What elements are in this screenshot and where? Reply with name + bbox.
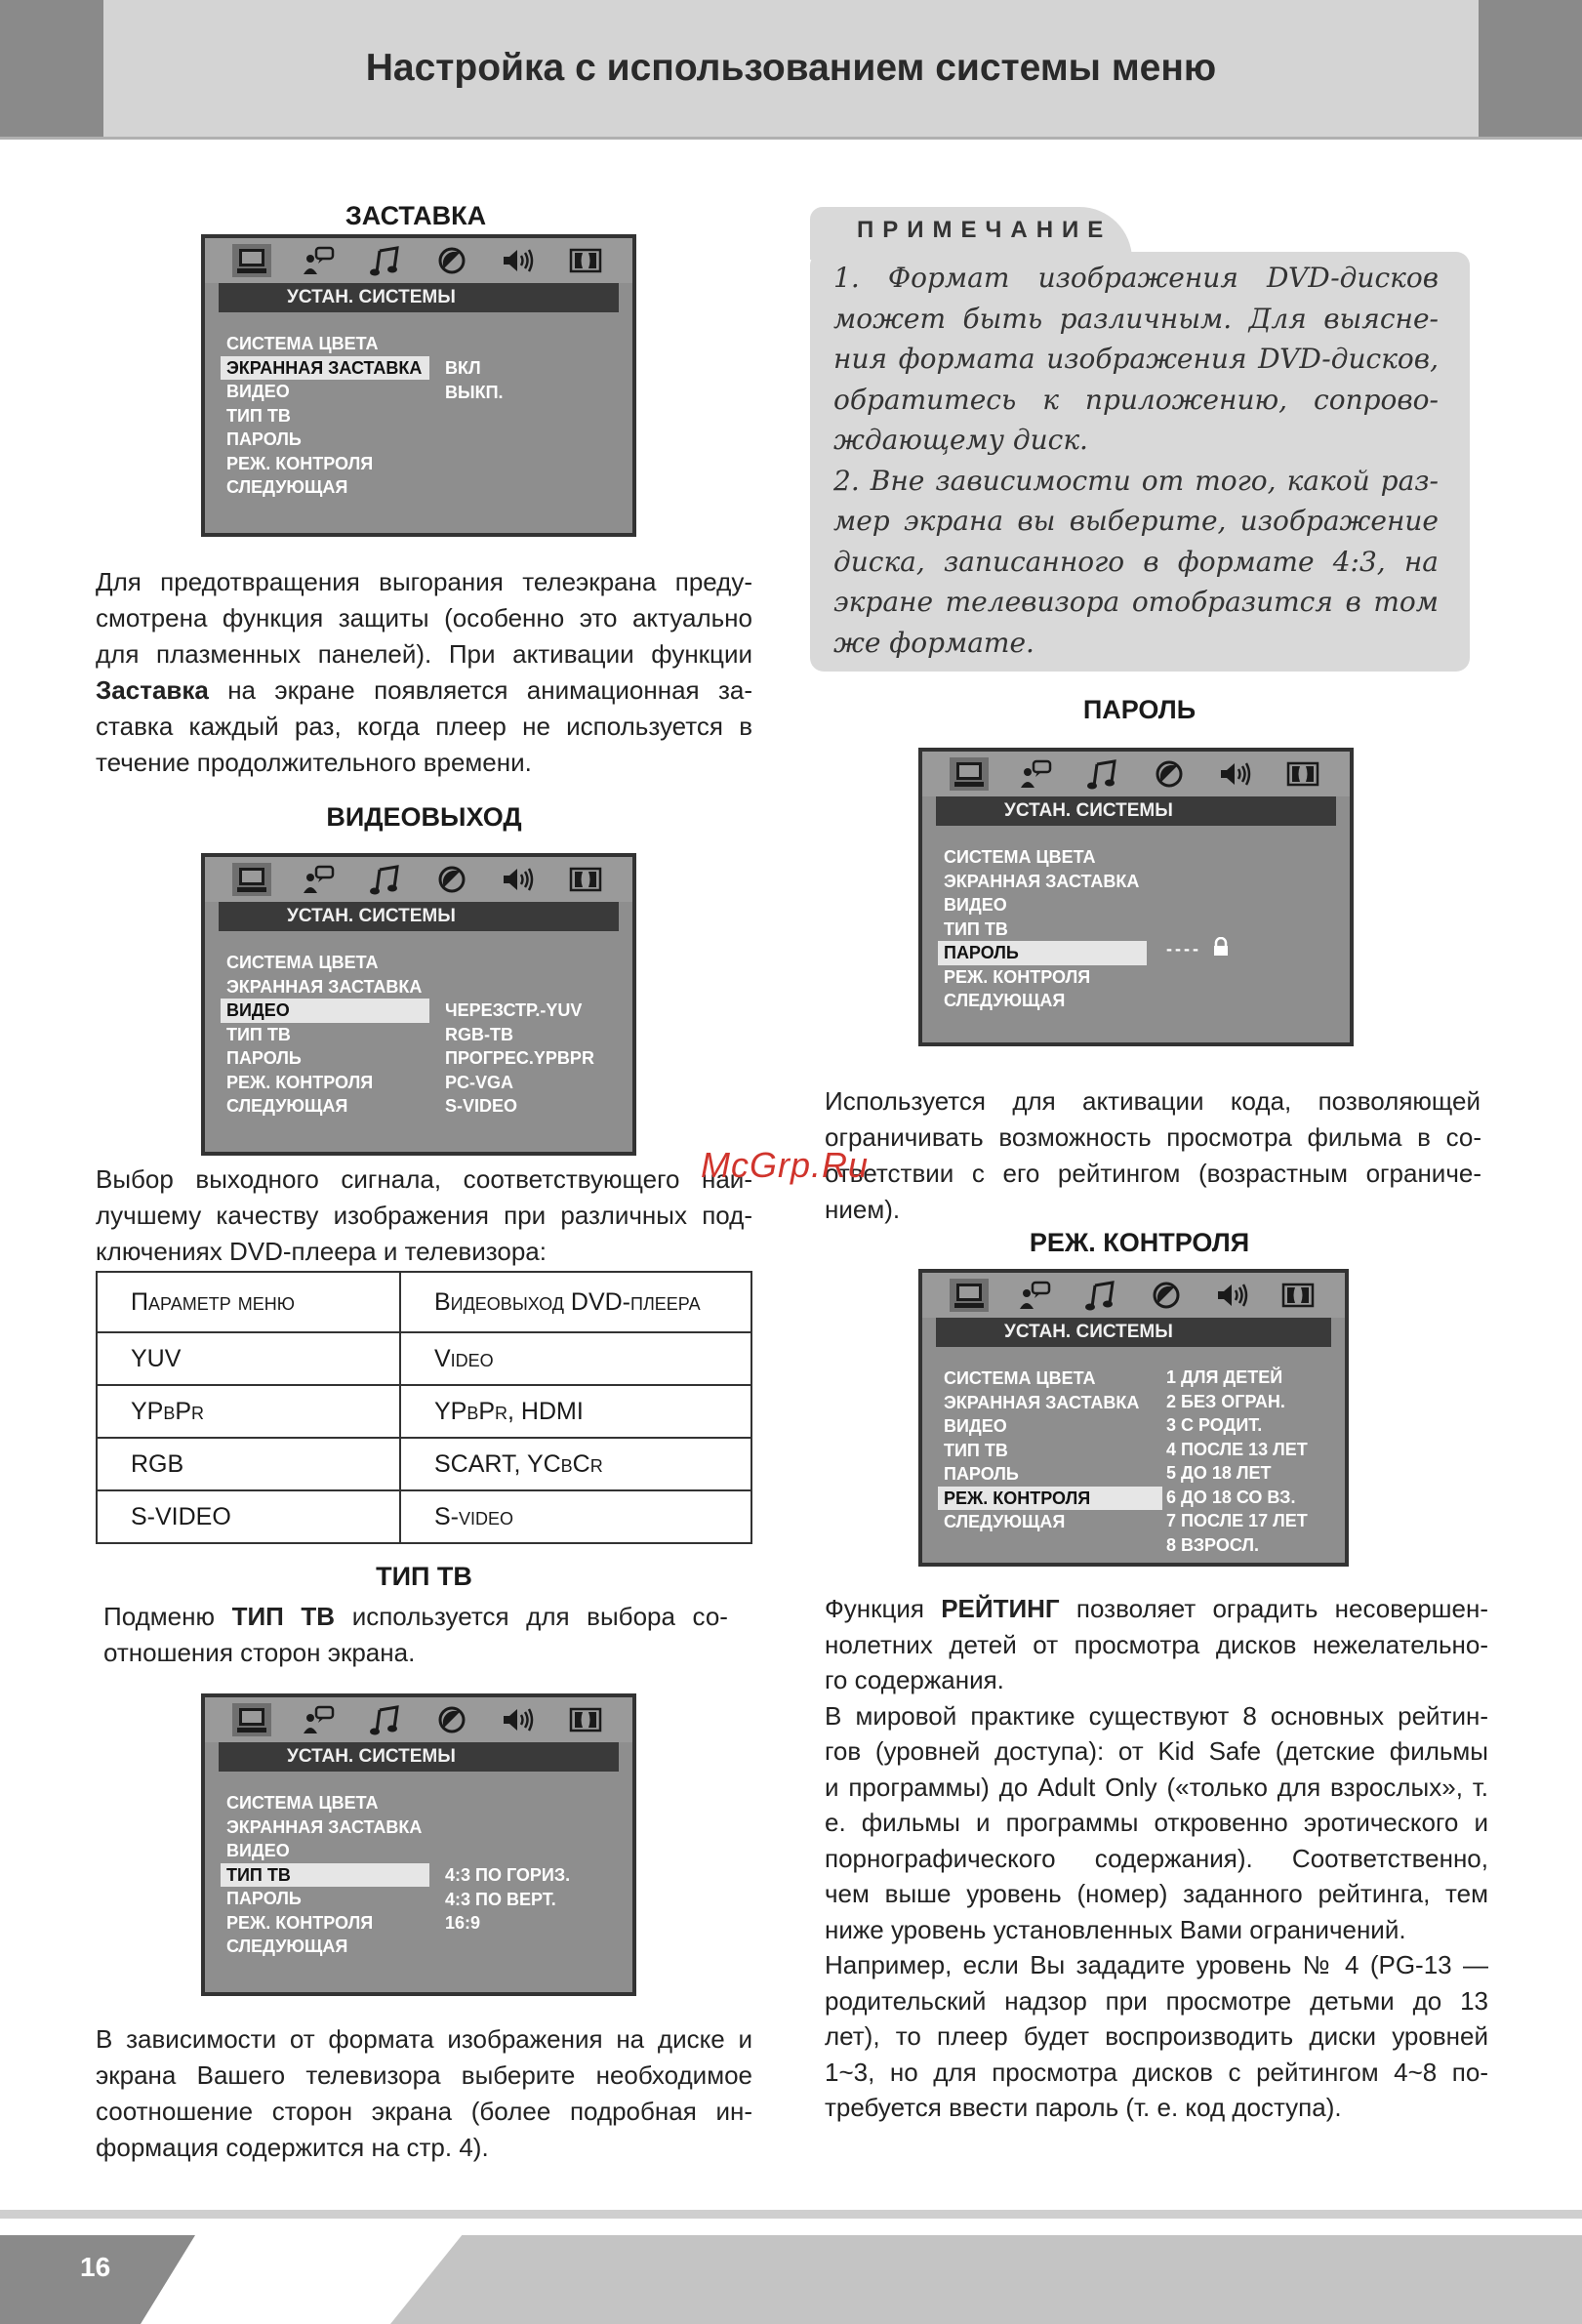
speech-person-icon[interactable] (299, 244, 338, 277)
text-line: ниже уровень установленных Вами ограничений. (825, 1914, 1406, 1944)
text-line: и программы) до Adult Only («только для взрослых», т. (825, 1772, 1488, 1802)
note-line: же формате. (833, 626, 1034, 659)
note-line: мер экрана вы выберите, изображение (833, 505, 1439, 537)
osd-menu-item[interactable]: ЭКРАННАЯ ЗАСТАВКА (944, 871, 1140, 891)
videovyhod-paragraph (96, 1162, 752, 1270)
osd-menu-item[interactable]: ЭКРАННАЯ ЗАСТАВКА (226, 1816, 423, 1837)
text-line: 1~3, но для просмотра дисков с рейтингом 4~8 по- (825, 2057, 1488, 2087)
text-line: В мировой практике существуют 8 основных рейтин- (825, 1700, 1488, 1731)
osd-option[interactable]: 1 ДЛЯ ДЕТЕЙ (1166, 1367, 1283, 1387)
osd-menu-item[interactable]: СЛЕДУЮЩАЯ (944, 1512, 1066, 1531)
osd-menu-item[interactable]: ВИДЕО (226, 382, 290, 401)
osd-icon-bar (205, 1697, 632, 1742)
note-text (833, 258, 1439, 663)
osd-menu-item[interactable]: ЭКРАННАЯ ЗАСТАВКА (226, 976, 423, 997)
osd-option[interactable]: 4 ПОСЛЕ 13 ЛЕТ (1166, 1439, 1308, 1459)
speaker-icon[interactable] (499, 1703, 538, 1736)
dolby-icon[interactable] (566, 863, 605, 896)
monitor-icon[interactable] (232, 244, 271, 277)
note-label: ПРИМЕЧАНИЕ (857, 217, 1113, 243)
osd-screen-tiptv (201, 1693, 636, 1996)
text-line: лет), то плеер будет воспроизводить диски уровней (825, 2021, 1488, 2051)
text-line: лучшему качеству изображения при различных под- (96, 1201, 752, 1230)
header-left-bar (0, 0, 103, 137)
section-heading-parol: ПАРОЛЬ (1082, 695, 1197, 724)
text-line: ограничивать возможность просмотра фильма в со- (825, 1122, 1481, 1152)
note-line: экране телевизора отобразится в том (833, 586, 1439, 618)
osd-menu-item[interactable]: ПАРОЛЬ (226, 1048, 302, 1068)
text-line: ответствии с его рейтингом (возрастным ограниче- (825, 1159, 1481, 1188)
osd-option[interactable]: 7 ПОСЛЕ 17 ЛЕТ (1166, 1511, 1308, 1530)
speaker-icon[interactable] (499, 863, 538, 896)
osd-menu-title: УСТАН. СИСТЕМЫ (219, 1742, 619, 1772)
note-line: обратитесь к приложению, сопрово- (833, 383, 1439, 416)
password-value: ---- (1166, 939, 1201, 959)
music-note-icon[interactable] (1081, 1279, 1120, 1312)
speech-person-icon[interactable] (299, 863, 338, 896)
music-note-icon[interactable] (366, 1703, 405, 1736)
password-field[interactable] (1166, 937, 1231, 961)
dolby-icon[interactable] (566, 244, 605, 277)
text-line: нием). (825, 1195, 901, 1224)
music-note-icon[interactable] (366, 863, 405, 896)
osd-menu-list (938, 845, 1147, 1013)
dolby-icon[interactable] (1283, 757, 1322, 791)
osd-menu-title: УСТАН. СИСТЕМЫ (219, 902, 619, 931)
text-fragment: Подменю (103, 1602, 215, 1631)
text-line: родительский надзор при просмотре детьми до 13 (825, 1985, 1488, 2016)
speech-person-icon[interactable] (1015, 1279, 1054, 1312)
osd-menu-item[interactable]: ВИДЕО (944, 895, 1007, 915)
osd-option[interactable]: 4:3 ПО ГОРИЗ. (445, 1865, 571, 1885)
page-number: 16 (80, 2252, 111, 2282)
table-row (97, 1490, 751, 1543)
osd-screen-zastavka (201, 234, 636, 537)
text-line: экрана Вашего телевизора выберите необходимое (96, 2060, 752, 2090)
osd-option-list (445, 356, 504, 404)
page-title: Настройка с использованием системы меню (365, 47, 1217, 89)
osd-menu-item[interactable]: ПАРОЛЬ (226, 1889, 302, 1908)
table-row (97, 1332, 751, 1385)
table-header-cell: Параметр меню (97, 1272, 400, 1332)
osd-menu-list (221, 951, 429, 1119)
osd-option[interactable]: ВКЛ (445, 358, 481, 378)
table-cell: YPbPr (97, 1385, 400, 1438)
osd-menu-item[interactable]: ПАРОЛЬ (938, 941, 1147, 965)
osd-option[interactable]: RGB-ТВ (445, 1024, 513, 1044)
speech-person-icon[interactable] (299, 1703, 338, 1736)
music-note-icon[interactable] (366, 244, 405, 277)
section-heading-rezh: РЕЖ. КОНТРОЛЯ (1029, 1228, 1250, 1257)
rezh-paragraph (825, 1591, 1488, 2126)
text-line: гов (уровней доступа): от Kid Safe (детские фильмы (825, 1736, 1488, 1766)
table-row (97, 1385, 751, 1438)
contrast-icon[interactable] (432, 1703, 471, 1736)
table-header-row (97, 1272, 751, 1332)
osd-menu-item[interactable]: ТИП ТВ (221, 1863, 429, 1888)
osd-menu-item[interactable]: ВИДЕО (226, 1841, 290, 1860)
text-line: нолетних детей от просмотра дисков нежелательно- (825, 1629, 1488, 1659)
footer-right-block (390, 2235, 1582, 2324)
text-line: ключениях DVD-плеера и телевизора: (96, 1237, 547, 1266)
table-row (97, 1438, 751, 1490)
text-line: Для предотвращения выгорания телеэкрана преду- (96, 567, 752, 596)
text-fragment: используется для выбора со- (351, 1602, 728, 1631)
table-cell: S-VIDEO (97, 1490, 400, 1543)
video-output-table (96, 1271, 752, 1544)
text-line: го содержания. (825, 1665, 1004, 1694)
text-line (825, 1591, 1488, 1627)
section-heading-tiptv: ТИП ТВ (376, 1562, 472, 1591)
footer-line (0, 2210, 1582, 2219)
note-line: 2. Вне зависимости от того, какой раз- (833, 464, 1439, 497)
osd-option[interactable]: 8 ВЗРОСЛ. (1166, 1534, 1260, 1555)
section-heading-zastavka: ЗАСТАВКА (345, 201, 487, 230)
text-line: е. фильмы и программы откровенно эротического и (825, 1808, 1488, 1837)
osd-option[interactable]: PC-VGA (445, 1072, 514, 1092)
table-header-cell: Видеовыход DVD-плеера (400, 1272, 751, 1332)
contrast-icon[interactable] (1147, 1279, 1186, 1312)
monitor-icon[interactable] (232, 1703, 271, 1736)
osd-option[interactable]: ПРОГРЕС.YPBPR (445, 1048, 594, 1068)
osd-menu-item[interactable]: СИСТЕМА ЦВЕТА (944, 847, 1096, 867)
osd-menu-item[interactable]: РЕЖ. КОНТРОЛЯ (938, 1487, 1162, 1511)
table-cell: RGB (97, 1438, 400, 1490)
osd-option[interactable]: 4:3 ПО ВЕРТ. (445, 1889, 556, 1909)
table-cell: S-video (400, 1490, 751, 1543)
osd-option[interactable]: 16:9 (445, 1913, 481, 1933)
text-line (103, 1599, 728, 1635)
osd-option[interactable]: ВЫКП. (445, 382, 504, 402)
text-line (96, 673, 752, 709)
text-line: течение продолжительного времени. (96, 748, 532, 777)
osd-option[interactable]: ЧЕРЕЗСТР.-YUV (445, 1000, 583, 1020)
watermark: McGrp.Ru (701, 1145, 870, 1185)
osd-screen-rezh (918, 1269, 1349, 1567)
osd-menu-title: УСТАН. СИСТЕМЫ (219, 283, 619, 312)
osd-menu-item[interactable]: СИСТЕМА ЦВЕТА (226, 1793, 379, 1813)
osd-menu-item[interactable]: СИСТЕМА ЦВЕТА (226, 334, 379, 353)
osd-option[interactable]: 5 ДО 18 ЛЕТ (1166, 1463, 1272, 1483)
table-cell: Video (400, 1332, 751, 1385)
speaker-icon[interactable] (499, 244, 538, 277)
table-cell: SCART, YCbCr (400, 1438, 751, 1490)
speech-person-icon[interactable] (1016, 757, 1055, 791)
osd-menu-item[interactable]: ТИП ТВ (226, 405, 291, 426)
osd-menu-list (221, 1791, 429, 1959)
osd-menu-item[interactable]: ПАРОЛЬ (944, 1464, 1019, 1484)
osd-menu-item[interactable]: СЛЕДУЮЩАЯ (226, 477, 348, 497)
bold-term: Заставка (96, 675, 209, 705)
osd-menu-title: УСТАН. СИСТЕМЫ (936, 796, 1336, 826)
note-line: диска, записанного в формате 4:3, на (833, 545, 1439, 578)
osd-menu-item[interactable]: ТИП ТВ (944, 1440, 1008, 1460)
text-line: соотношение сторон экрана (более подробная ин- (96, 2097, 752, 2126)
osd-screen-videovyhod (201, 853, 636, 1156)
note-line: ния формата изображения DVD-дисков, (833, 343, 1439, 375)
contrast-icon[interactable] (1150, 757, 1189, 791)
bold-term: РЕЙТИНГ (941, 1594, 1060, 1623)
osd-menu-item[interactable]: ПАРОЛЬ (226, 429, 302, 449)
dolby-icon[interactable] (566, 1703, 605, 1736)
osd-menu-title: УСТАН. СИСТЕМЫ (936, 1318, 1331, 1347)
osd-menu-item[interactable]: ВИДЕО (221, 999, 429, 1023)
contrast-icon[interactable] (432, 244, 471, 277)
text-fragment: Функция (825, 1594, 924, 1623)
parol-paragraph (825, 1083, 1481, 1228)
text-line: отношения сторон экрана. (103, 1638, 416, 1667)
osd-menu-item[interactable]: ЭКРАННАЯ ЗАСТАВКА (221, 356, 429, 381)
table-cell: YPbPr, HDMI (400, 1385, 751, 1438)
speaker-icon[interactable] (1213, 1279, 1252, 1312)
page-header (0, 0, 1582, 137)
tiptv-paragraph (96, 2021, 752, 2166)
table-cell: YUV (97, 1332, 400, 1385)
osd-icon-bar (205, 857, 632, 902)
text-line: Выбор выходного сигнала, соответствующего наи- (96, 1164, 752, 1194)
osd-menu-item[interactable]: ТИП ТВ (944, 918, 1008, 939)
osd-option-list (445, 999, 594, 1119)
osd-menu-list (221, 332, 429, 500)
text-line: ставка каждый раз, когда плеер не используется в (96, 712, 752, 741)
osd-menu-item[interactable]: ВИДЕО (944, 1416, 1007, 1436)
osd-option-list (1166, 1366, 1308, 1557)
header-right-bar (1479, 0, 1582, 137)
text-line: Например, если Вы зададите уровень № 4 (PG-13 — (825, 1950, 1488, 1979)
text-line: В зависимости от формата изображения на диске и (96, 2024, 752, 2054)
text-line: порнографического содержания). Соответственно, (825, 1843, 1488, 1873)
osd-menu-item[interactable]: СЛЕДУЮЩАЯ (944, 991, 1066, 1010)
text-line: требуется ввести пароль (т. е. код доступа). (825, 2093, 1342, 2122)
dolby-icon[interactable] (1278, 1279, 1318, 1312)
text-line: для плазменных панелей). При активации функции (96, 639, 752, 669)
osd-icon-bar (922, 752, 1350, 796)
text-fragment: позволяет оградить несовершен- (1075, 1594, 1489, 1623)
osd-menu-item[interactable]: СИСТЕМА ЦВЕТА (944, 1368, 1096, 1388)
header-divider (0, 137, 1582, 140)
speaker-icon[interactable] (1216, 757, 1255, 791)
text-line: Используется для активации кода, позволяющей (825, 1086, 1481, 1116)
zastavka-paragraph (96, 564, 752, 781)
osd-icon-bar (205, 238, 632, 283)
note-line: 1. Формат изображения DVD-дисков (833, 262, 1439, 294)
note-line: может быть различным. Для выясне- (833, 302, 1439, 335)
osd-menu-item[interactable]: РЕЖ. КОНТРОЛЯ (226, 1912, 374, 1933)
monitor-icon[interactable] (950, 1279, 989, 1312)
text-fragment: на экране появляется анимационная за- (227, 675, 752, 705)
lock-icon (1211, 937, 1231, 961)
bold-term: ТИП ТВ (231, 1602, 336, 1631)
osd-menu-item[interactable]: ЭКРАННАЯ ЗАСТАВКА (944, 1392, 1140, 1412)
music-note-icon[interactable] (1083, 757, 1122, 791)
monitor-icon[interactable] (232, 863, 271, 896)
osd-option[interactable]: 3 С РОДИТ. (1166, 1415, 1263, 1435)
osd-menu-item[interactable]: ТИП ТВ (226, 1024, 291, 1044)
text-line: смотрена функция защиты (особенно это актуально (96, 603, 752, 632)
osd-menu-item[interactable]: РЕЖ. КОНТРОЛЯ (226, 1072, 374, 1092)
osd-menu-item[interactable]: РЕЖ. КОНТРОЛЯ (226, 453, 374, 473)
osd-option[interactable]: 2 БЕЗ ОГРАН. (1166, 1391, 1285, 1411)
contrast-icon[interactable] (432, 863, 471, 896)
osd-icon-bar (922, 1273, 1345, 1318)
osd-option[interactable]: S-VIDEO (445, 1096, 518, 1116)
osd-menu-list (938, 1366, 1162, 1534)
text-line: чем выше уровень (номер) заданного рейтинга, тем (825, 1879, 1488, 1908)
osd-menu-item[interactable]: РЕЖ. КОНТРОЛЯ (944, 966, 1091, 987)
osd-option-list (445, 1863, 570, 1936)
text-line: формация содержится на стр. 4). (96, 2133, 489, 2162)
monitor-icon[interactable] (950, 757, 989, 791)
osd-option[interactable]: 6 ДО 18 СО ВЗ. (1166, 1487, 1296, 1507)
note-line: ждающему диск. (833, 424, 1088, 456)
section-heading-videovyhod: ВИДЕОВЫХОД (326, 802, 522, 832)
tiptv-intro (103, 1599, 728, 1671)
osd-menu-item[interactable]: СИСТЕМА ЦВЕТА (226, 953, 379, 972)
osd-menu-item[interactable]: СЛЕДУЮЩАЯ (226, 1937, 348, 1956)
osd-menu-item[interactable]: СЛЕДУЮЩАЯ (226, 1096, 348, 1116)
osd-screen-parol (918, 748, 1354, 1046)
